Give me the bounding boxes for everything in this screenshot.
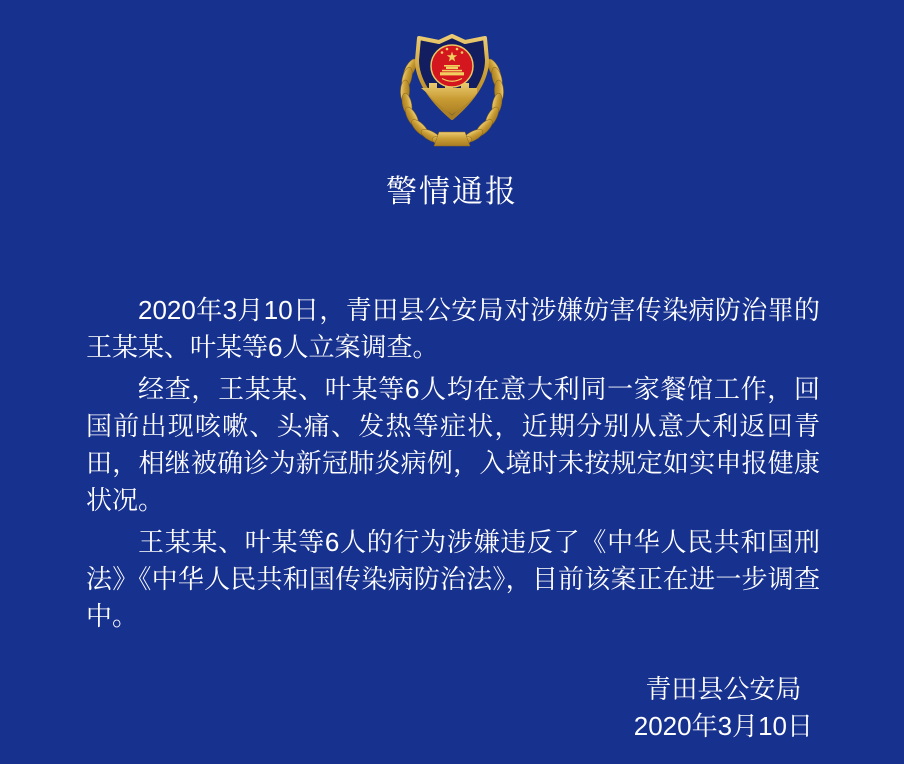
signature-block bbox=[634, 671, 813, 745]
notice-paragraph-2: 经查，王某某、叶某等6人均在意大利同一家餐馆工作，回国前出现咳嗽、头痛、发热等症状，近期分别从意大利返回青田，相继被确诊为新冠肺炎病例，入境时未按规定如实申报健康状况。 bbox=[86, 374, 820, 515]
notice-paragraph-3: 王某某、叶某等6人的行为涉嫌违反了《中华人民共和国刑法》《中华人民共和国传染病防治法》，目前该案正在进一步调查中。 bbox=[86, 527, 820, 631]
notice-title: 警情通报 bbox=[386, 174, 518, 209]
police-badge-icon bbox=[395, 28, 509, 152]
signature-date: 2020年3月10日 bbox=[633, 711, 813, 741]
notice-paragraph-1: 2020年3月10日，青田县公安局对涉嫌妨害传染病防治罪的王某某、叶某等6人立案调查。 bbox=[86, 295, 820, 362]
notice-body bbox=[86, 292, 820, 640]
signature-agency: 青田县公安局 bbox=[645, 674, 802, 704]
